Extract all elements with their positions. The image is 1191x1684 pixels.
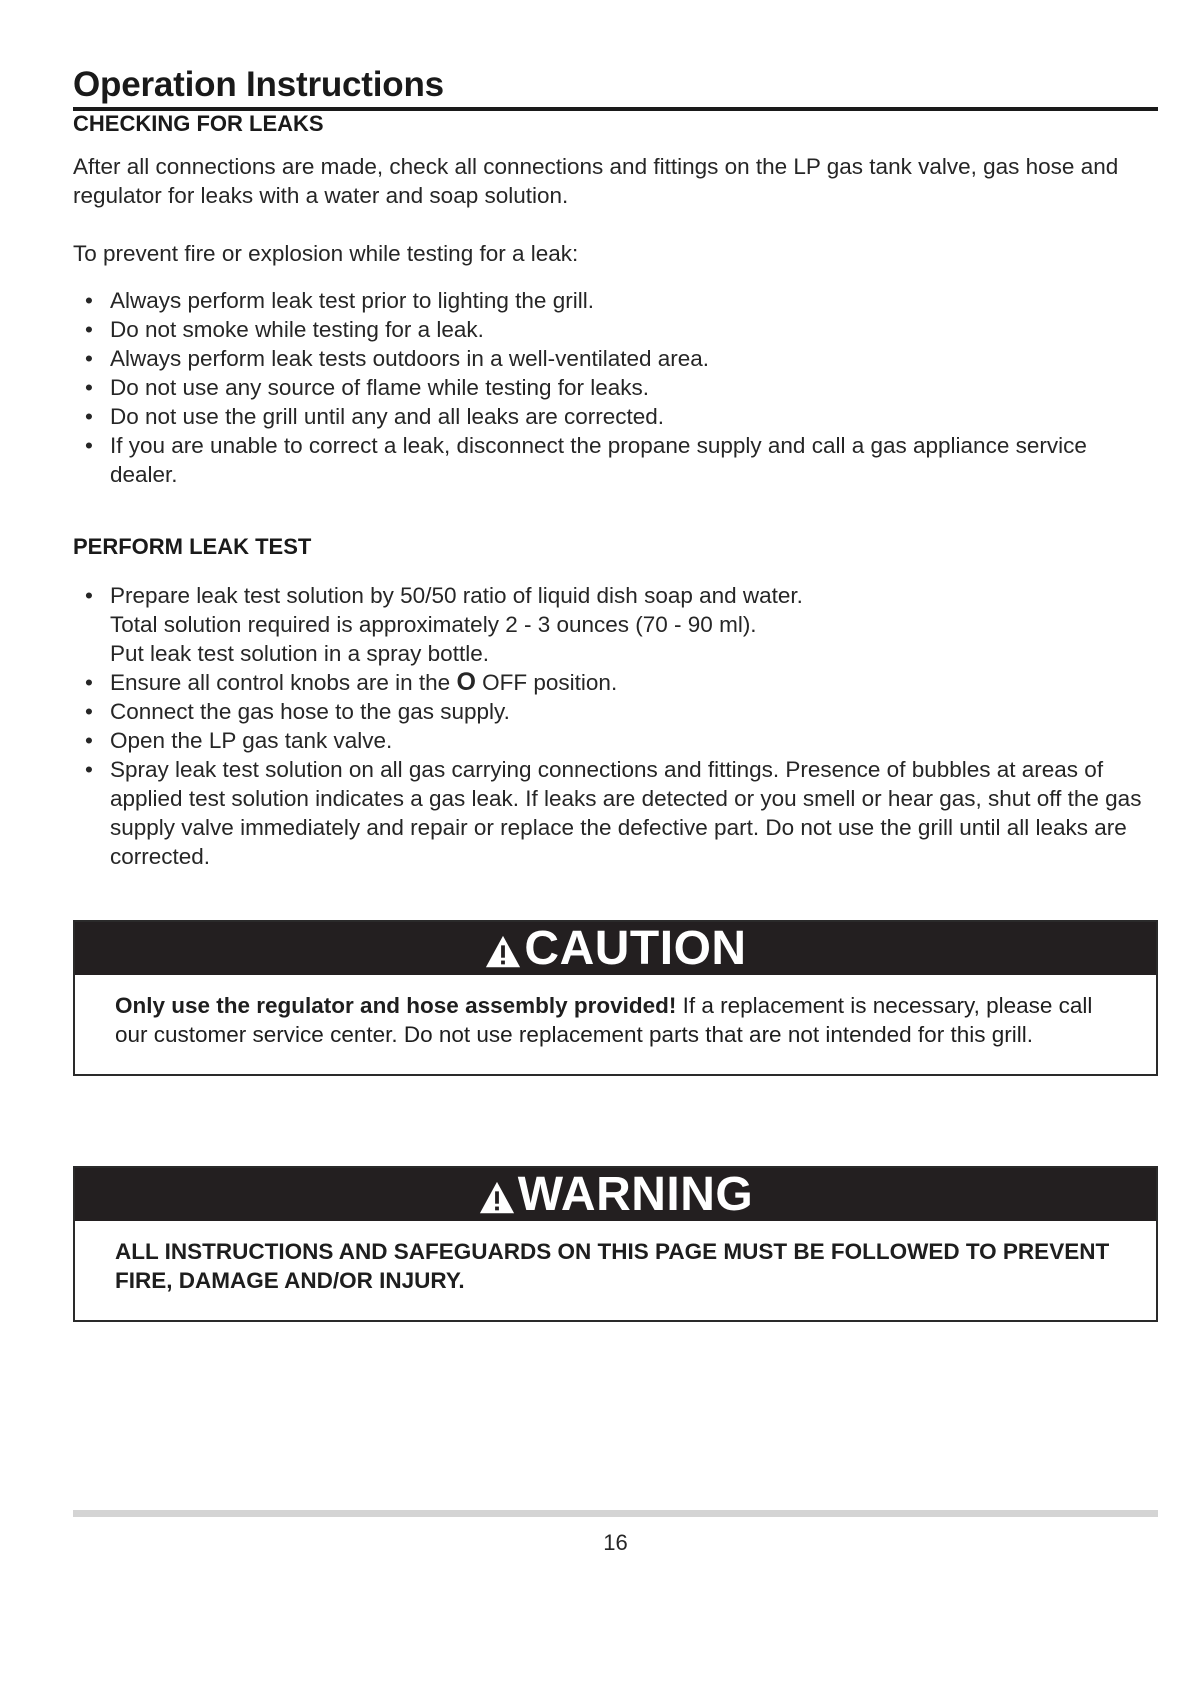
prepare-line: • Prepare leak test solution by 50/50 ratio of liquid dish soap and water.	[110, 583, 803, 608]
leak-test-bullet: • Spray leak test solution on all gas carrying connections and fittings. Presence of bubbles at areas of applied test solution indicates a gas leak. If leaks are detected or you smell or hear gas, shut off the gas supply valve immediately and repair or replace the defective part. Do not use the grill until all leaks are corrected.	[73, 755, 1158, 871]
leak-test-bullet-list	[73, 581, 1158, 871]
prepare-line: Total solution required is approximately 2 - 3 ounces (70 - 90 ml).	[110, 612, 757, 637]
checking-intro: After all connections are made, check all connections and fittings on the LP gas tank valve, gas hose and regulator for leaks with a water and soap solution.	[73, 154, 1119, 208]
leak-test-bullet: • Open the LP gas tank valve.	[73, 726, 1158, 755]
caution-bold-text: Only use the regulator and hose assembly provided!	[115, 993, 677, 1018]
leak-test-bullet: • Connect the gas hose to the gas supply.	[73, 697, 1158, 726]
checking-bullet: • Do not use the grill until any and all leaks are corrected.	[73, 402, 1158, 431]
checking-bullet: • If you are unable to correct a leak, disconnect the propane supply and call a gas appliance service dealer.	[73, 431, 1158, 489]
warning-text: ALL INSTRUCTIONS AND SAFEGUARDS ON THIS PAGE MUST BE FOLLOWED TO PREVENT FIRE, DAMAGE AND/OR INJURY.	[115, 1239, 1110, 1293]
prepare-bullet	[73, 581, 1158, 668]
caution-body	[75, 975, 1156, 1049]
caution-header	[75, 922, 1156, 975]
checking-heading: CHECKING FOR LEAKS	[73, 111, 324, 136]
checking-bullet: • Do not use any source of flame while testing for leaks.	[73, 373, 1158, 402]
checking-bullet: • Always perform leak tests outdoors in a well-ventilated area.	[73, 344, 1158, 373]
warning-triangle-icon	[478, 1179, 516, 1217]
page-number: 16	[603, 1530, 628, 1555]
warning-header	[75, 1168, 1156, 1221]
footer-rule	[73, 1510, 1158, 1517]
caution-text: If a replacement is necessary, please call our customer service center. Do not use replacement parts that are not intended for this grill.	[115, 993, 1093, 1047]
checking-bullet-list	[73, 286, 1158, 489]
knobs-text-after: OFF position.	[475, 670, 618, 695]
prepare-line: Put leak test solution in a spray bottle.	[110, 641, 489, 666]
caution-box	[73, 920, 1158, 1076]
leak-test-heading: PERFORM LEAK TEST	[73, 534, 312, 559]
warning-box	[73, 1166, 1158, 1322]
knobs-bullet	[73, 668, 1158, 697]
prevent-text: To prevent fire or explosion while testing for a leak:	[73, 241, 579, 266]
checking-bullet: • Do not smoke while testing for a leak.	[73, 315, 1158, 344]
checking-bullet: • Always perform leak test prior to lighting the grill.	[73, 286, 1158, 315]
warning-triangle-icon	[484, 933, 522, 971]
caution-title: CAUTION	[524, 922, 747, 975]
page-title: Operation Instructions	[73, 65, 444, 104]
off-symbol-icon: O	[456, 668, 476, 696]
knobs-text-before: Ensure all control knobs are in the	[110, 670, 457, 695]
warning-title: WARNING	[517, 1168, 754, 1221]
